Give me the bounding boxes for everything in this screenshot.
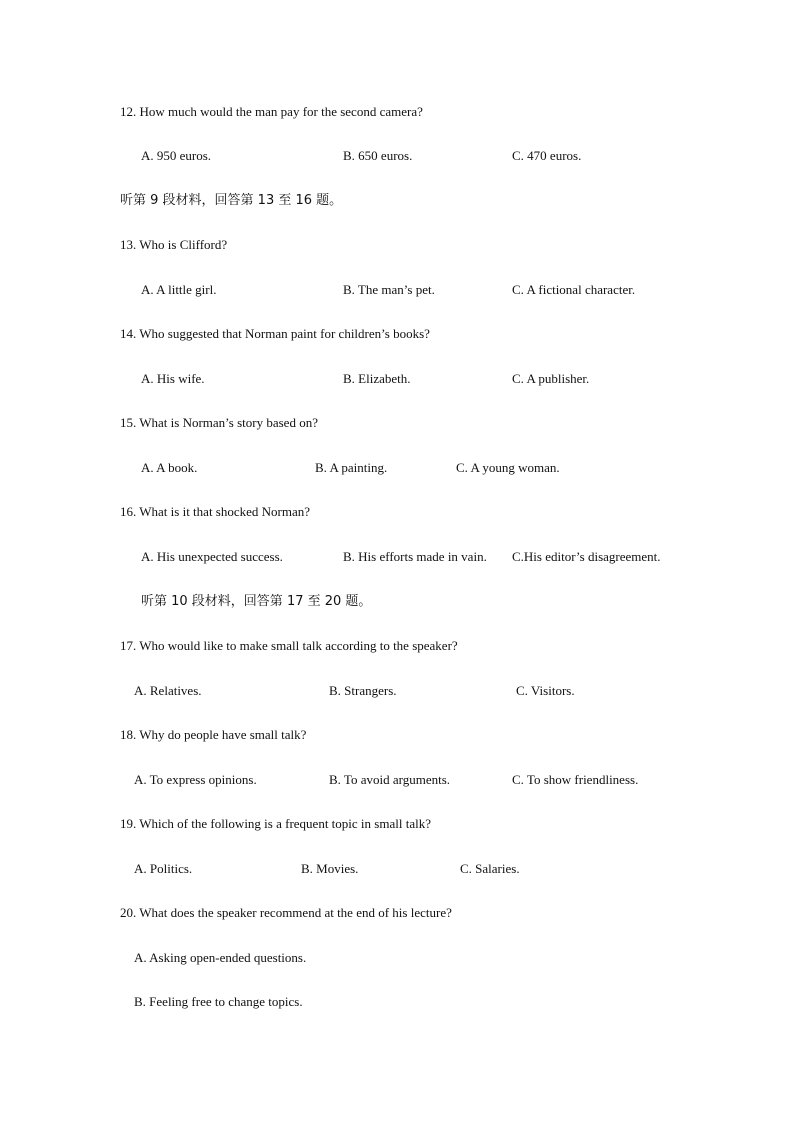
question-18-option-c: C. To show friendliness. [512, 772, 639, 787]
question-17-stem: 17. Who would like to make small talk according to the speaker? [120, 638, 458, 653]
question-12-option-a: A. 950 euros. [141, 148, 212, 163]
question-19-stem: 19. Which of the following is a frequent topic in small talk? [120, 816, 431, 831]
question-18-stem: 18. Why do people have small talk? [120, 727, 307, 742]
question-14-option-c: C. A publisher. [512, 371, 590, 386]
question-17-option-c: C. Visitors. [516, 683, 575, 698]
question-17-option-a: A. Relatives. [134, 683, 202, 698]
question-16-option-a: A. His unexpected success. [141, 549, 283, 564]
question-18-option-b: B. To avoid arguments. [329, 772, 451, 787]
question-20-option-b: B. Feeling free to change topics. [134, 994, 303, 1009]
question-12-stem: 12. How much would the man pay for the second camera? [120, 104, 423, 119]
question-15-option-a: A. A book. [141, 460, 198, 475]
question-13-stem: 13. Who is Clifford? [120, 237, 228, 252]
question-12-option-b: B. 650 euros. [343, 148, 413, 163]
question-17-option-b: B. Strangers. [329, 683, 397, 698]
question-15-option-c: C. A young woman. [456, 460, 560, 475]
question-19-option-a: A. Politics. [134, 861, 193, 876]
section-9-instruction: 听第 9 段材料，回答第 13 至 16 题。 [120, 193, 343, 208]
question-14-stem: 14. Who suggested that Norman paint for children’s books? [120, 326, 430, 341]
question-15-option-b: B. A painting. [315, 460, 388, 475]
question-16-stem: 16. What is it that shocked Norman? [120, 504, 311, 519]
question-15-stem: 15. What is Norman’s story based on? [120, 415, 318, 430]
question-12-option-c: C. 470 euros. [512, 148, 582, 163]
question-14-option-a: A. His wife. [141, 371, 205, 386]
question-16-option-c: C.His editor’s disagreement. [512, 549, 661, 564]
question-13-option-a: A. A little girl. [141, 282, 217, 297]
section-10-instruction: 听第 10 段材料，回答第 17 至 20 题。 [141, 594, 372, 609]
question-20-option-a: A. Asking open-ended questions. [134, 950, 307, 965]
question-18-option-a: A. To express opinions. [134, 772, 257, 787]
question-19-option-c: C. Salaries. [460, 861, 520, 876]
question-13-option-c: C. A fictional character. [512, 282, 636, 297]
question-13-option-b: B. The man’s pet. [343, 282, 435, 297]
question-14-option-b: B. Elizabeth. [343, 371, 411, 386]
question-20-stem: 20. What does the speaker recommend at the end of his lecture? [120, 905, 452, 920]
question-16-option-b: B. His efforts made in vain. [343, 549, 487, 564]
question-19-option-b: B. Movies. [301, 861, 359, 876]
